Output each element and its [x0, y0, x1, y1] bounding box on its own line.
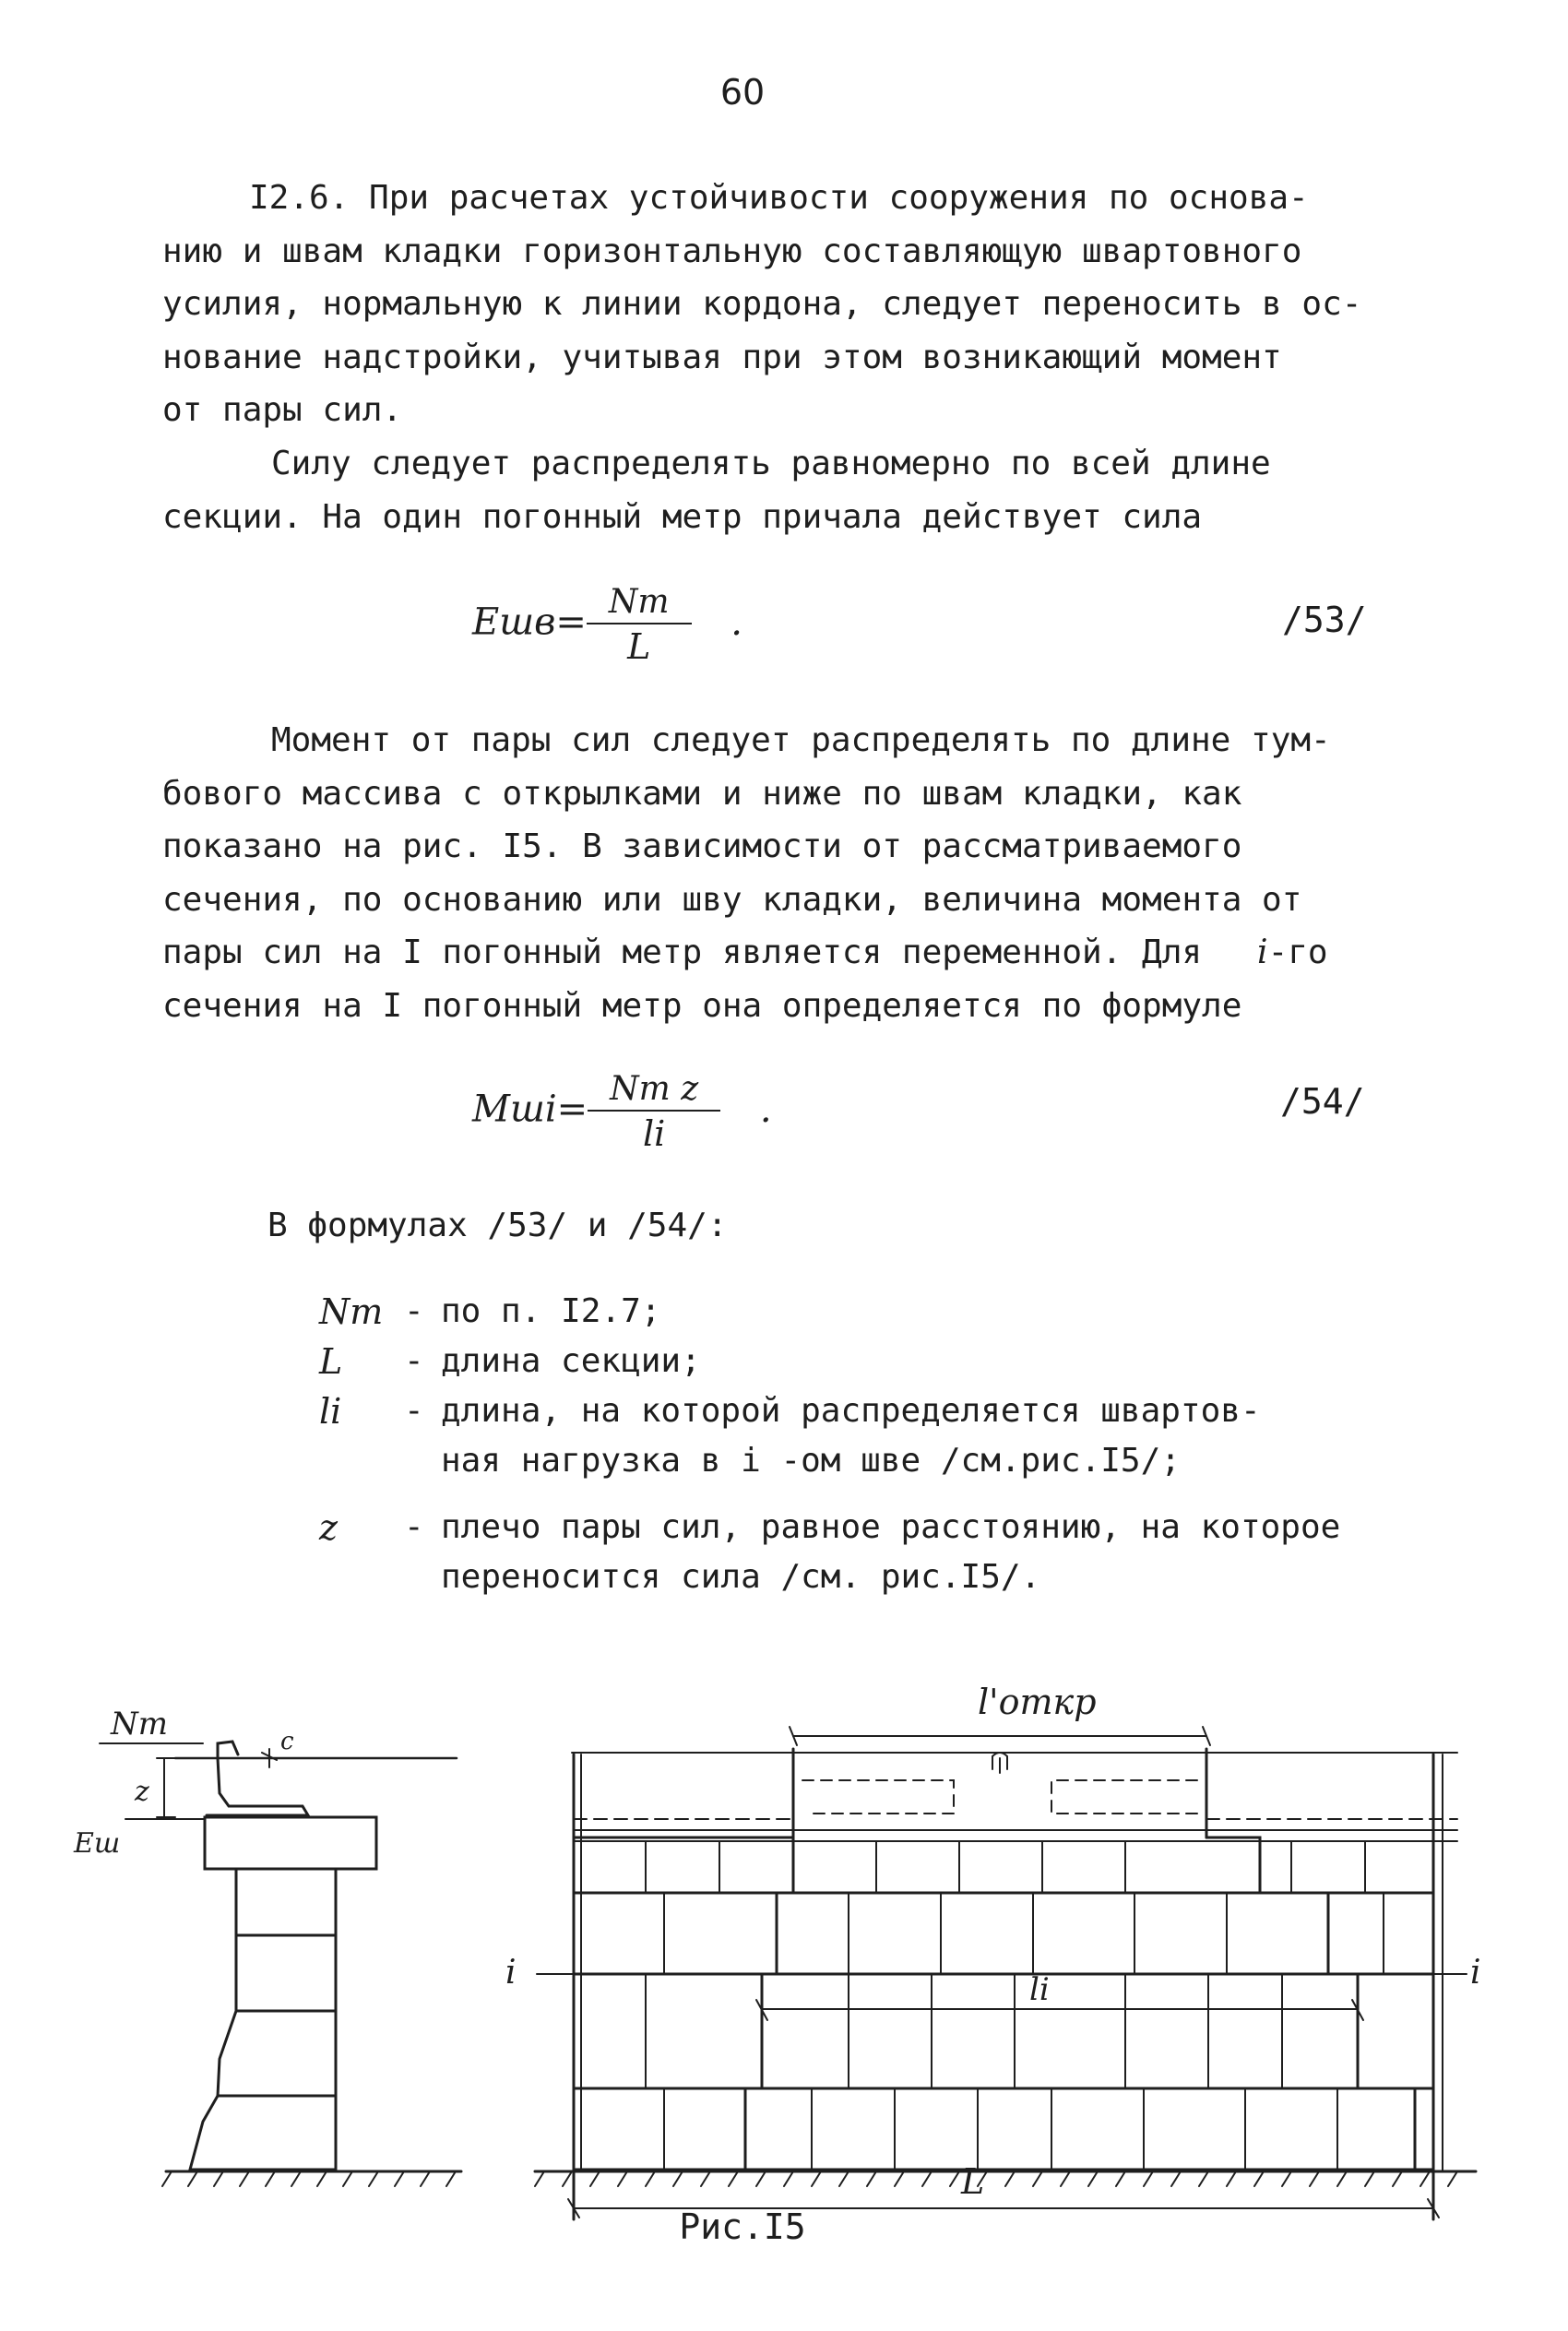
dashed-recess-left: [802, 1780, 954, 1814]
cross-section-diagram: [73, 1706, 461, 2186]
vertical-joints: [646, 1974, 1282, 2088]
bollard-symbol: [992, 1753, 1007, 1773]
definition-symbol: Nm: [319, 1291, 384, 1332]
dashed-recess-right: [1051, 1780, 1197, 1814]
text-line: секции. На один погонный метр причала действует сила: [162, 497, 1203, 536]
label-i-right: i: [1470, 1954, 1481, 1992]
block-row: [236, 1869, 336, 1935]
fraction-denominator: li: [643, 1113, 666, 1154]
fraction-numerator: Nm: [587, 583, 692, 624]
text-line: показано на рис. I5. В зависимости от рассматриваемого: [162, 827, 1242, 865]
formula-dot: .: [731, 601, 742, 644]
formula-dot: .: [759, 1088, 772, 1131]
definition-dash: -: [404, 1508, 424, 1546]
equation-number-53: /53/: [1282, 600, 1367, 640]
text-fragment: -го: [1267, 934, 1328, 971]
label-c: c: [280, 1728, 294, 1755]
stepped-joint-right: [1206, 1837, 1415, 2170]
text-fragment: пары сил на I погонный метр является переменной. Для: [162, 934, 1203, 971]
elevation-diagram: [505, 1682, 1481, 2219]
label-i-left: i: [505, 1954, 517, 1992]
definition-dash: -: [404, 1342, 424, 1380]
definition-text: переносится сила /см. рис.I5/.: [441, 1558, 1041, 1596]
label-li: li: [1029, 1971, 1050, 2008]
text-line: от пары сил.: [162, 391, 403, 429]
label-esh: Eш: [74, 1827, 121, 1860]
bollard-head: [218, 1742, 238, 1758]
definition-text: длина секции;: [441, 1342, 701, 1380]
label-z: z: [135, 1776, 149, 1808]
definition-symbol: z: [319, 1507, 339, 1548]
label-L: L: [961, 2161, 985, 2202]
text-line: нию и швам кладки горизонтальную составляющую швартовного: [162, 232, 1302, 270]
cap-block: [205, 1817, 376, 1869]
text-line: сечения на I погонный метр она определяется по формуле: [162, 986, 1242, 1025]
block-row: [218, 2011, 336, 2096]
definition-text: по п. I2.7;: [441, 1292, 661, 1330]
text-line: усилия, нормальную к линии кордона, следует переносить в ос-: [162, 285, 1362, 323]
vertical-joints: [664, 1893, 1384, 1974]
block-row: [190, 2096, 336, 2170]
definition-text: ная нагрузка в i -ом шве /см.рис.I5/;: [441, 1442, 1181, 1480]
text-line: В формулах /53/ и /54/:: [267, 1207, 728, 1244]
label-nm: Nm: [111, 1706, 168, 1742]
definition-symbol: li: [319, 1391, 342, 1432]
formula-lhs: Mшi=: [472, 1088, 588, 1131]
definition-dash: -: [404, 1392, 424, 1430]
figure-caption: Рис.I5: [679, 2206, 806, 2247]
definition-text: плечо пары сил, равное расстоянию, на которое: [441, 1508, 1341, 1546]
ground-hatching: [162, 2171, 456, 2186]
text-line: I2.6. При расчетах устойчивости сооружения по основа-: [249, 179, 1309, 217]
ground-hatching: [535, 2171, 1457, 2186]
block-row: [236, 1935, 336, 2011]
vertical-joints: [646, 1841, 1365, 1893]
parapet-outline: [207, 1758, 308, 1815]
text-line: сечения, по основанию или шву кладки, величина момента от: [162, 880, 1302, 919]
text-line: бового массива с открылками и ниже по швам кладки, как: [162, 774, 1242, 813]
stepped-joint-left: [574, 1837, 793, 2170]
vertical-joints: [664, 2088, 1337, 2170]
fraction-denominator: L: [627, 626, 651, 667]
i-symbol: i: [1257, 934, 1268, 971]
definition-text: длина, на которой распределяется швартов-: [441, 1392, 1261, 1430]
equation-number-54: /54/: [1280, 1081, 1365, 1122]
page-number: 60: [719, 72, 766, 113]
text-line: нование надстройки, учитывая при этом возникающий момент: [162, 338, 1282, 376]
label-l-otkr: l'откр: [978, 1682, 1097, 1722]
definition-dash: -: [404, 1292, 424, 1330]
fraction-numerator: Nm z: [588, 1070, 720, 1112]
formula-lhs: Eшв=: [472, 601, 587, 644]
text-line: Момент от пары сил следует распределять по длине тум-: [271, 721, 1331, 759]
definition-symbol: L: [319, 1341, 343, 1382]
text-line: Силу следует распределять равномерно по всей длине: [271, 445, 1271, 482]
